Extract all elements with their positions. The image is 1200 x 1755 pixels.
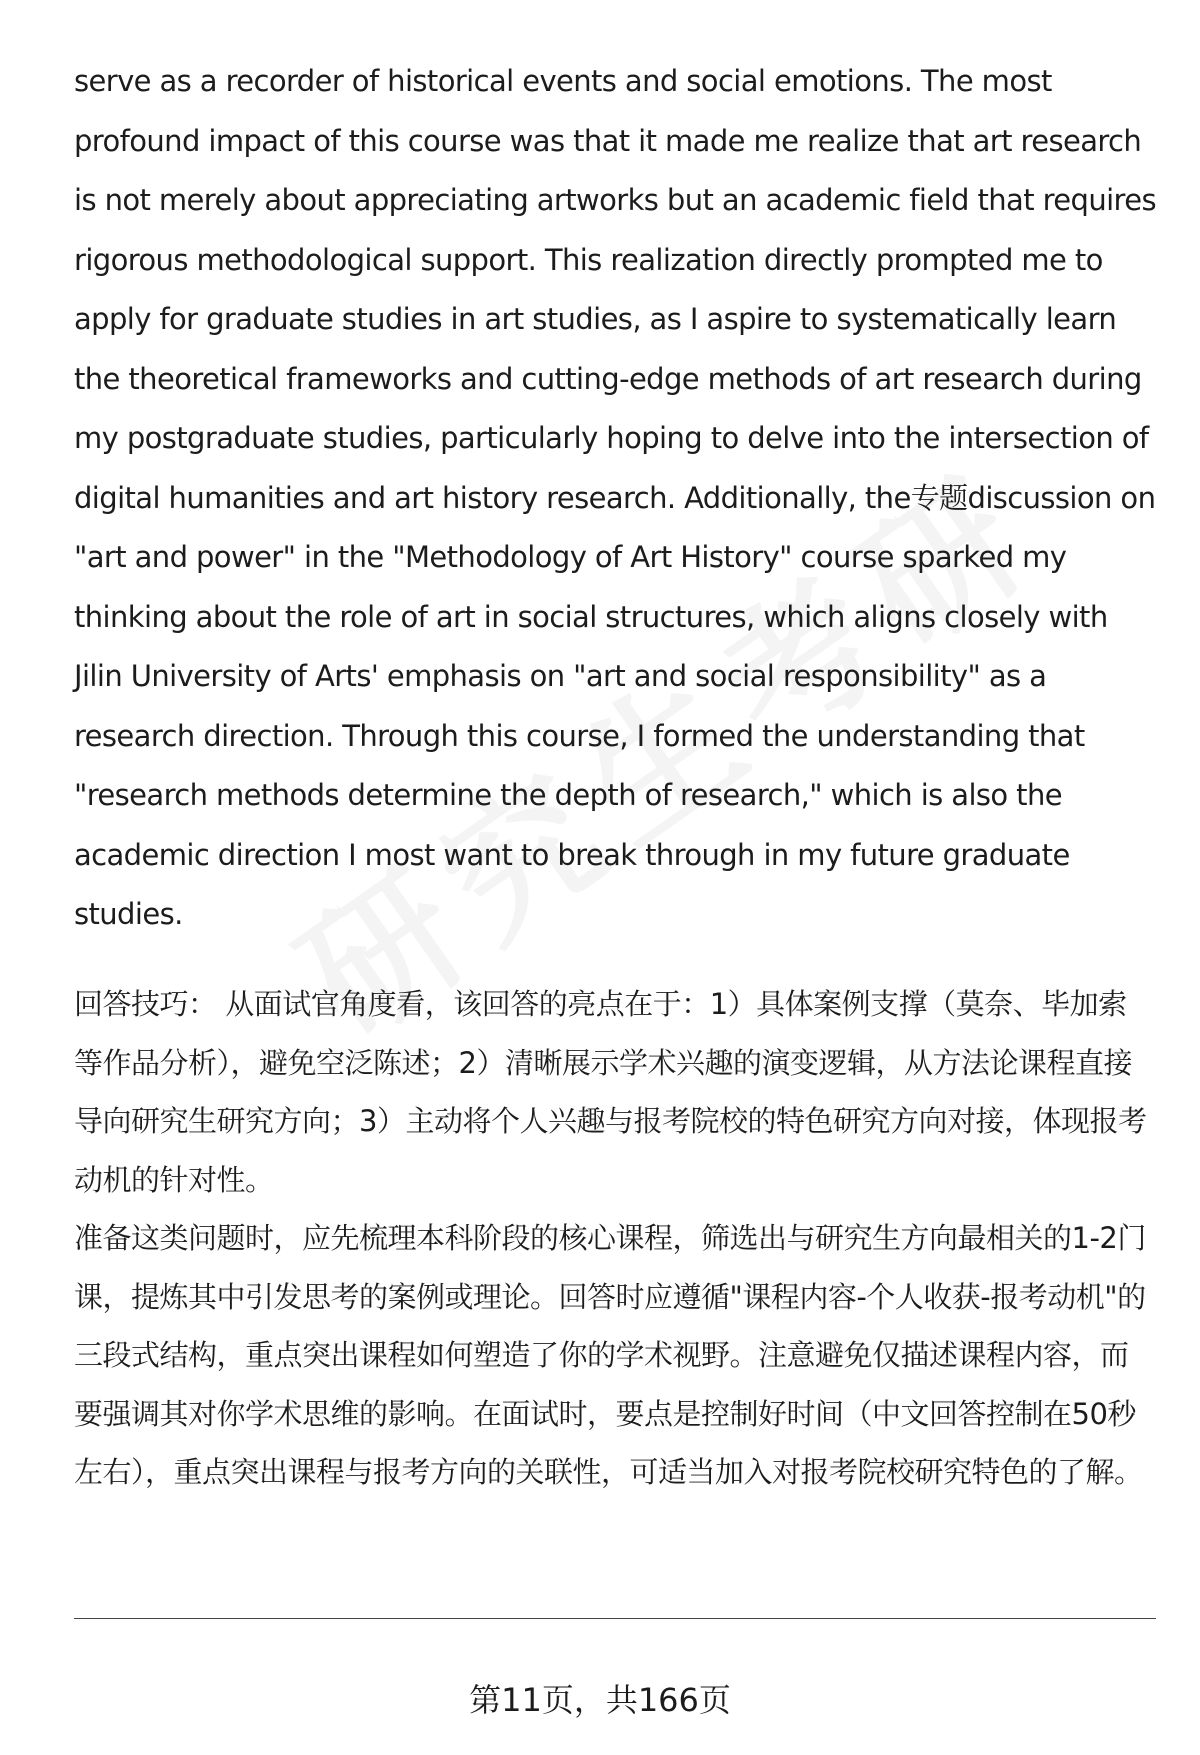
english-answer-paragraph: serve as a recorder of historical events and social emotions. The most profound impact of this course was that it made me realize that art research is not merely about appreciating artworks but an academic field that requires rigorous methodological support. This realization directly prompted me to apply for graduate studies in art studies, as I aspire to systematically learn the theoretical frameworks and cutting-edge methods of art research during my postgraduate studies, particularly hoping to delve into the intersection of digital humanities and art history research. Additionally, the专题discussion on "art and power" in the "Methodology of Art History" course sparked my thinking about the role of art in social structures, which aligns closely with Jilin University of Arts' emphasis on "art and social responsibility" as a research direction. Through this course, I formed the understanding that "research methods determine the depth of research," which is also the academic direction I most want to break through in my future graduate studies. [74,64,1156,931]
page-number: 第11页，共166页 [469,1681,731,1719]
footer-divider [74,1618,1156,1619]
answer-tips-paragraph: 回答技巧： 从面试官角度看，该回答的亮点在于：1）具体案例支撑（莫奈、毕加索等作品分析），避免空泛陈述；2）清晰展示学术兴趣的演变逻辑，从方法论课程直接导向研究生研究方向；3）主动将个人兴趣与报考院校的特色研究方向对接，体现报考动机的针对性。 [74,987,1147,1197]
preparation-advice-paragraph: 准备这类问题时，应先梳理本科阶段的核心课程，筛选出与研究生方向最相关的1-2门课，提炼其中引发思考的案例或理论。回答时应遵循"课程内容-个人收获-报考动机"的三段式结构，重点突出课程如何塑造了你的学术视野。注意避免仅描述课程内容，而要强调其对你学术思维的影响。在面试时，要点是控制好时间（中文回答控制在50秒左右），重点突出课程与报考方向的关联性，可适当加入对报考院校研究特色的了解。 [74,1221,1146,1489]
tips-section [74,975,1154,1502]
